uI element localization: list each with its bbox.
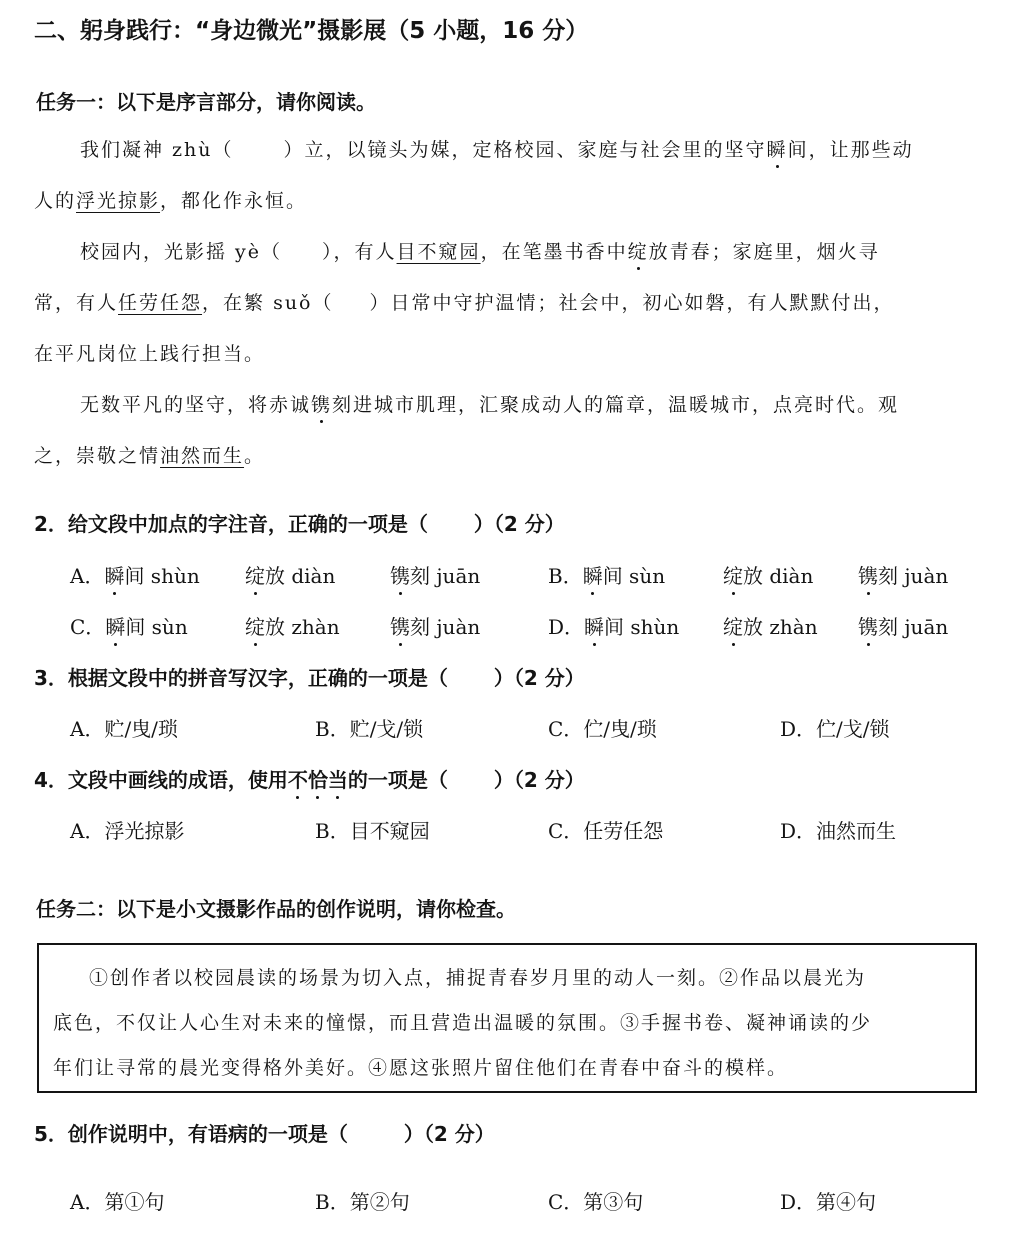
text-segment: ）日常中守护温情；社会中，初心如磐，有人默默付出， bbox=[369, 292, 895, 314]
q3-option-b[interactable]: B．贮/戈/锁 bbox=[315, 717, 424, 741]
option-word: 放 diàn bbox=[265, 564, 336, 588]
question-2-stem bbox=[34, 508, 565, 537]
task2-heading: 任务二：以下是小文摄影作品的创作说明，请你检查。 bbox=[36, 897, 516, 921]
dotted-char: 绽 bbox=[723, 560, 743, 589]
task1-heading: 任务一：以下是序言部分，请你阅读。 bbox=[36, 90, 376, 114]
q2-option-b[interactable] bbox=[548, 560, 665, 589]
option-word: 间 sùn bbox=[125, 615, 188, 639]
underlined-idiom: 目不窥园 bbox=[396, 241, 481, 263]
text-segment: 无数平凡的坚守，将赤诚 bbox=[80, 394, 312, 416]
preface-p3-line1 bbox=[80, 390, 899, 417]
text-segment: ，都化作永恒。 bbox=[160, 190, 308, 212]
text-segment: 。 bbox=[244, 445, 266, 467]
creation-note-box bbox=[37, 943, 977, 1093]
option-letter: D． bbox=[548, 615, 585, 639]
dotted-char: 镌 bbox=[858, 611, 878, 640]
section-title: 二、躬身践行：“身边微光”摄影展（5 小题，16 分） bbox=[34, 18, 589, 44]
text-segment: 放青春；家庭里，烟火寻 bbox=[648, 241, 880, 263]
q2-option-c-word3 bbox=[390, 611, 480, 640]
question-5-stem bbox=[34, 1118, 495, 1147]
q5-option-b[interactable]: B．第②句 bbox=[315, 1190, 410, 1214]
q3-option-a[interactable]: A．贮/曳/琐 bbox=[70, 717, 178, 741]
text-segment: ，在笔墨书香中 bbox=[480, 241, 628, 263]
dotted-char: 绽 bbox=[628, 237, 649, 264]
underlined-idiom: 浮光掠影 bbox=[76, 190, 161, 212]
dotted-char: 瞬 bbox=[583, 560, 603, 589]
preface-p2-line1 bbox=[80, 237, 880, 264]
dotted-char: 绽 bbox=[245, 611, 265, 640]
option-word: 刻 juān bbox=[878, 615, 949, 639]
text-segment: 校园内，光影摇 yè（ bbox=[80, 241, 283, 263]
dotted-char: 绽 bbox=[723, 611, 743, 640]
preface-p1-line2 bbox=[34, 186, 307, 213]
option-word: 间 sùn bbox=[602, 564, 666, 588]
question-text: 的一项是（ bbox=[347, 768, 448, 792]
text-segment: ）立，以镜头为媒，定格校园、家庭与社会里的坚守 bbox=[283, 139, 767, 161]
question-score: ）（2 分） bbox=[473, 512, 565, 536]
preface-p2-line3: 在平凡岗位上践行担当。 bbox=[34, 343, 266, 365]
text-segment: 人的 bbox=[34, 190, 77, 212]
question-text: 5．创作说明中，有语病的一项是（ bbox=[34, 1122, 348, 1146]
text-segment: 常，有人 bbox=[34, 292, 119, 314]
question-text: 3．根据文段中的拼音写汉字，正确的一项是（ bbox=[34, 666, 448, 690]
dotted-char: 瞬 bbox=[767, 135, 788, 162]
text-segment: ，在繁 suǒ（ bbox=[202, 292, 334, 314]
q2-option-b-word2 bbox=[723, 560, 813, 589]
q4-option-a[interactable]: A．浮光掠影 bbox=[70, 819, 185, 843]
text-segment: 之，崇敬之情 bbox=[34, 445, 161, 467]
dotted-char: 不 bbox=[288, 764, 308, 793]
q2-option-c-word2 bbox=[245, 611, 340, 640]
underlined-idiom: 任劳任怨 bbox=[118, 292, 203, 314]
option-word: 间 shùn bbox=[604, 615, 680, 639]
option-word: 间 shùn bbox=[124, 564, 200, 588]
question-3-stem bbox=[34, 662, 585, 691]
option-word: 放 zhàn bbox=[265, 615, 340, 639]
question-score: ）（2 分） bbox=[493, 666, 585, 690]
q2-option-a-word3 bbox=[390, 560, 480, 589]
option-letter: C． bbox=[70, 615, 106, 639]
q4-option-c[interactable]: C．任劳任怨 bbox=[548, 819, 664, 843]
option-word: 放 zhàn bbox=[743, 615, 818, 639]
dotted-char: 镌 bbox=[858, 560, 878, 589]
q2-option-d[interactable] bbox=[548, 611, 679, 640]
option-word: 刻 juàn bbox=[410, 615, 481, 639]
question-4-stem bbox=[34, 764, 585, 793]
q4-option-d[interactable]: D．油然而生 bbox=[780, 819, 897, 843]
q2-option-d-word2 bbox=[723, 611, 818, 640]
preface-p3-line2 bbox=[34, 441, 265, 468]
dotted-char: 绽 bbox=[245, 560, 265, 589]
preface-p2-line2 bbox=[34, 288, 895, 315]
question-text: 2．给文段中加点的字注音，正确的一项是（ bbox=[34, 512, 428, 536]
q2-option-c[interactable] bbox=[70, 611, 188, 640]
question-text: 4．文段中画线的成语，使用 bbox=[34, 768, 288, 792]
dotted-char: 镌 bbox=[390, 611, 410, 640]
q5-option-d[interactable]: D．第④句 bbox=[780, 1190, 877, 1214]
dotted-char: 镌 bbox=[311, 390, 332, 417]
q4-option-b[interactable]: B．目不窥园 bbox=[315, 819, 430, 843]
text-segment: 间，让那些动 bbox=[787, 139, 914, 161]
q5-option-a[interactable]: A．第①句 bbox=[70, 1190, 165, 1214]
dotted-char: 恰 bbox=[308, 764, 328, 793]
note-line-2: 底色，不仅让人心生对未来的憧憬，而且营造出温暖的氛围。③手握书卷、凝神诵读的少 bbox=[53, 1012, 873, 1034]
q3-option-c[interactable]: C．伫/曳/琐 bbox=[548, 717, 657, 741]
underlined-idiom: 油然而生 bbox=[160, 445, 245, 467]
option-word: 刻 juàn bbox=[878, 564, 949, 588]
dotted-char: 当 bbox=[328, 764, 348, 793]
question-score: ）（2 分） bbox=[493, 768, 585, 792]
dotted-char: 瞬 bbox=[105, 611, 125, 640]
q2-option-d-word3 bbox=[858, 611, 948, 640]
note-line-3: 年们让寻常的晨光变得格外美好。④愿这张照片留住他们在青春中奋斗的模样。 bbox=[53, 1057, 789, 1079]
q3-option-d[interactable]: D．伫/戈/锁 bbox=[780, 717, 890, 741]
dotted-char: 镌 bbox=[390, 560, 410, 589]
q2-option-a[interactable] bbox=[70, 560, 200, 589]
q2-option-a-word2 bbox=[245, 560, 335, 589]
option-letter: B． bbox=[548, 564, 583, 588]
option-word: 刻 juān bbox=[410, 564, 481, 588]
dotted-char: 瞬 bbox=[584, 611, 604, 640]
option-word: 放 diàn bbox=[743, 564, 814, 588]
dotted-char: 瞬 bbox=[104, 560, 124, 589]
text-segment: 刻进城市肌理，汇聚成动人的篇章，温暖城市，点亮时代。观 bbox=[332, 394, 900, 416]
q5-option-c[interactable]: C．第③句 bbox=[548, 1190, 644, 1214]
text-segment: ），有人 bbox=[322, 241, 397, 263]
preface-p1-line1 bbox=[80, 135, 914, 162]
question-score: ）（2 分） bbox=[403, 1122, 495, 1146]
note-line-1: ①创作者以校园晨读的场景为切入点，捕捉青春岁月里的动人一刻。②作品以晨光为 bbox=[89, 967, 867, 989]
q2-option-b-word3 bbox=[858, 560, 948, 589]
option-letter: A． bbox=[70, 564, 105, 588]
text-segment: 我们凝神 zhù（ bbox=[80, 139, 234, 161]
